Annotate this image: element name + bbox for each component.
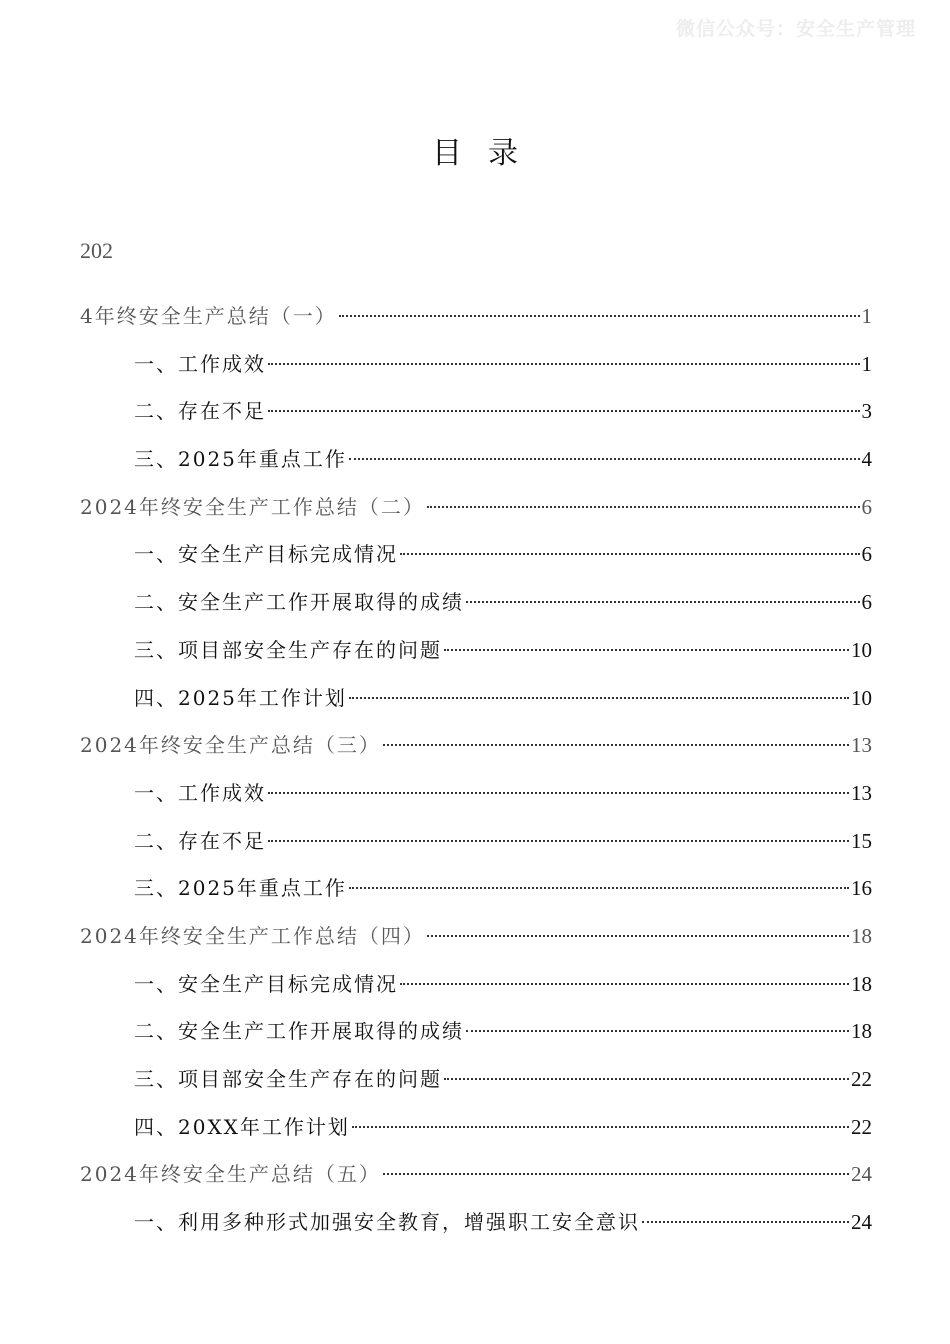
toc-dot-leader — [427, 935, 849, 937]
toc-entry-label: 一、安全生产目标完成情况 — [134, 971, 398, 996]
page-title: 目录 — [432, 136, 544, 171]
toc-entry-label: 四、2025年工作计划 — [134, 685, 347, 710]
toc-dot-leader — [339, 315, 860, 317]
toc-entry-label: 2024年终安全生产工作总结（二） — [80, 494, 425, 519]
toc-entry-label: 三、项目部安全生产存在的问题 — [134, 1067, 442, 1091]
toc-entry-label: 三、2025年重点工作 — [134, 876, 347, 901]
toc-entry-label: 一、工作成效 — [134, 780, 266, 805]
toc-page-number: 6 — [861, 494, 872, 519]
toc-page-number: 18 — [851, 971, 872, 996]
toc-page-number: 15 — [851, 828, 872, 853]
toc-entry-section[interactable] — [80, 391, 872, 439]
toc-page-number: 10 — [851, 637, 872, 662]
watermark: 微信公众号：安全生产管理 — [675, 18, 916, 40]
toc-entry-section[interactable] — [80, 1107, 872, 1155]
toc-dot-leader — [349, 697, 849, 699]
toc-lead-text: 202 — [80, 238, 113, 263]
toc-page-number: 6 — [861, 590, 872, 615]
toc-entry-section[interactable] — [80, 868, 872, 916]
toc-dot-leader — [268, 840, 849, 842]
toc-page-number: 24 — [851, 1162, 872, 1187]
toc-dot-leader — [383, 1173, 849, 1175]
toc-dot-leader — [400, 553, 860, 555]
toc-entry-chapter[interactable] — [80, 296, 872, 344]
toc-page-number: 6 — [861, 542, 872, 567]
toc-entry-label: 二、安全生产工作开展取得的成绩 — [134, 1019, 464, 1044]
toc-page-number: 18 — [851, 1019, 872, 1044]
toc-entry-section[interactable] — [80, 1202, 872, 1250]
toc-entry-section[interactable] — [80, 534, 872, 582]
toc-page-number: 22 — [851, 1114, 872, 1139]
toc-entry-chapter[interactable] — [80, 725, 872, 773]
toc-entry-section[interactable] — [80, 1011, 872, 1059]
toc-entry-section[interactable] — [80, 582, 872, 630]
toc-dot-leader — [268, 363, 860, 365]
toc-dot-leader — [642, 1221, 849, 1223]
toc-dot-leader — [349, 887, 849, 889]
toc-page-number: 24 — [851, 1210, 872, 1235]
toc-dot-leader — [400, 983, 849, 985]
toc-page-number: 1 — [861, 304, 872, 328]
toc-entry-section[interactable] — [80, 439, 872, 487]
toc-entry-chapter[interactable] — [80, 1154, 872, 1202]
toc-entry-section[interactable] — [80, 678, 872, 726]
toc-entry-label: 三、项目部安全生产存在的问题 — [134, 637, 442, 662]
toc-dot-leader — [427, 506, 860, 508]
toc-entry-section[interactable] — [80, 344, 872, 392]
toc-page-number: 18 — [851, 923, 872, 948]
toc-page-number: 4 — [861, 447, 872, 472]
toc-entry-chapter[interactable] — [80, 916, 872, 964]
toc-page-number: 16 — [851, 876, 872, 901]
toc-dot-leader — [444, 649, 849, 651]
toc-entry-section[interactable] — [80, 1059, 872, 1107]
toc-entry-chapter[interactable] — [80, 487, 872, 535]
toc-page-number: 22 — [851, 1067, 872, 1091]
toc-entry-label: 三、2025年重点工作 — [134, 447, 347, 472]
toc-page-number: 10 — [851, 685, 872, 710]
toc-entry-label: 一、利用多种形式加强安全教育，增强职工安全意识 — [134, 1210, 640, 1235]
toc-dot-leader — [444, 1078, 849, 1080]
toc-entry-section[interactable] — [80, 773, 872, 821]
toc-entry-label: 四、20XX年工作计划 — [134, 1114, 350, 1139]
toc-page-number: 1 — [861, 351, 872, 376]
toc-entry-label: 4年终安全生产总结（一） — [80, 304, 337, 328]
toc-entry-section[interactable] — [80, 821, 872, 869]
toc-entry-label: 二、安全生产工作开展取得的成绩 — [134, 590, 464, 615]
toc-entry-label: 一、工作成效 — [134, 351, 266, 376]
toc-dot-leader — [383, 744, 849, 746]
toc-dot-leader — [268, 792, 849, 794]
toc-entry-label: 2024年终安全生产总结（三） — [80, 733, 381, 758]
toc-dot-leader — [466, 601, 860, 603]
toc-entry-label: 一、安全生产目标完成情况 — [134, 542, 398, 567]
toc-entry-label: 二、存在不足 — [134, 399, 266, 424]
toc-entry-section[interactable] — [80, 964, 872, 1012]
toc-entry-section[interactable] — [80, 630, 872, 678]
toc-dot-leader — [352, 1126, 849, 1128]
toc-dot-leader — [466, 1030, 849, 1032]
toc-entry-label: 2024年终安全生产总结（五） — [80, 1162, 381, 1187]
toc-entry-label: 2024年终安全生产工作总结（四） — [80, 923, 425, 948]
toc-entry-label: 二、存在不足 — [134, 828, 266, 853]
toc-page-number: 13 — [851, 780, 872, 805]
toc-dot-leader — [268, 410, 860, 412]
table-of-contents — [80, 296, 872, 1250]
toc-page-number: 3 — [861, 399, 872, 424]
toc-dot-leader — [349, 458, 860, 460]
toc-page-number: 13 — [851, 733, 872, 758]
